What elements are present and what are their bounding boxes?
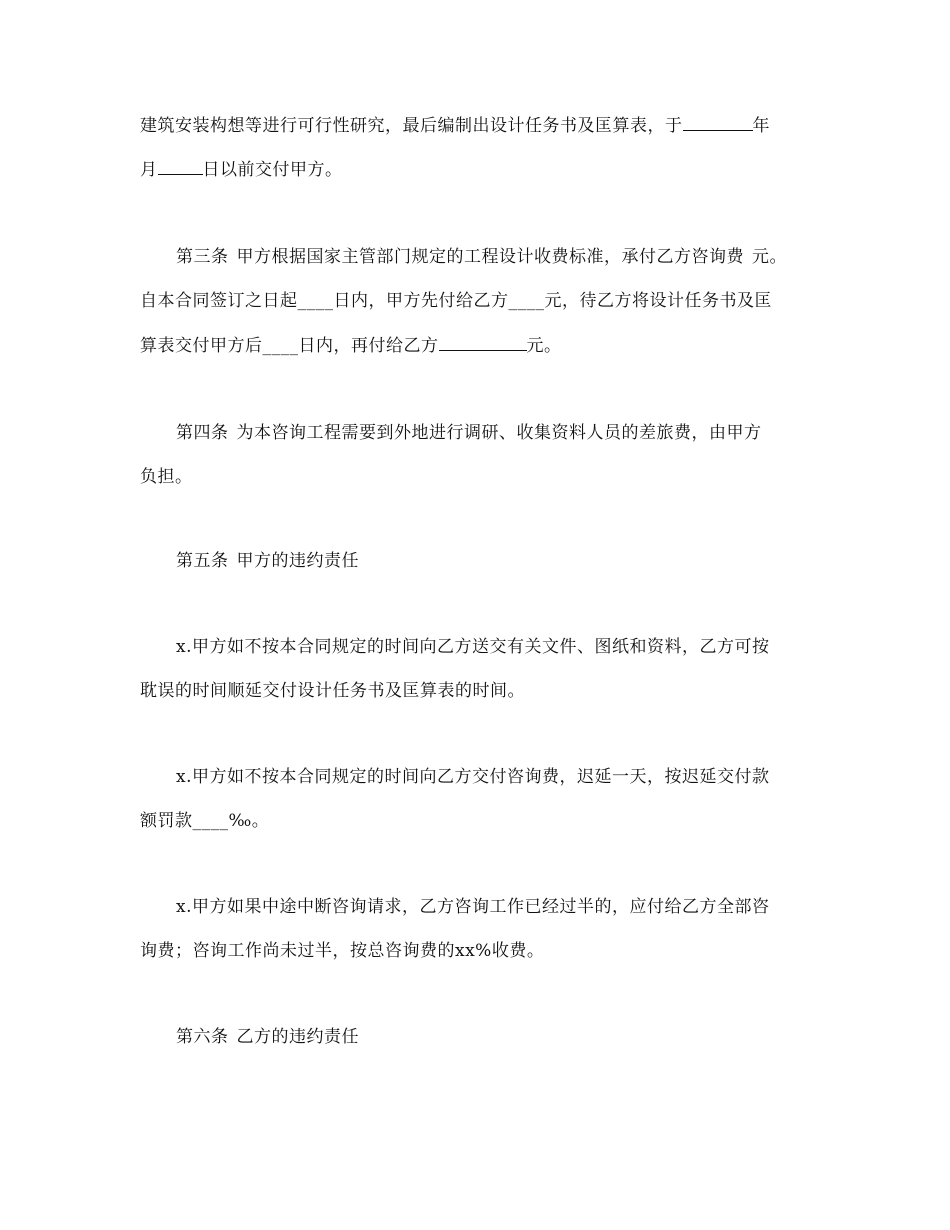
clause-5-1-line-1	[176, 636, 770, 658]
blank: ____	[508, 291, 545, 311]
text: x.甲方如果中途中断咨询请求，乙方咨询工作已经过半的，应付给乙方全部咨	[176, 897, 770, 917]
blank: ____	[262, 336, 299, 356]
text: 年	[752, 116, 770, 136]
paragraph-1-line-2	[140, 158, 343, 181]
text: 负担。	[140, 467, 193, 487]
text: 元。	[752, 247, 787, 267]
article-3-line-3	[140, 334, 562, 357]
text: 耽误的时间顺延交付设计任务书及匡算表的时间。	[140, 681, 525, 701]
text: 日内，甲方先付给乙方	[333, 291, 509, 311]
text: 询费；咨询工作尚未过半，按总咨询费的xx%收费。	[140, 941, 545, 961]
article-number: 第六条	[176, 1027, 229, 1047]
article-3-line-2	[140, 290, 772, 312]
paragraph-1-line-1	[140, 114, 770, 137]
text: 日以前交付甲方。	[202, 160, 343, 180]
text: 元，待乙方将设计任务书及匡	[544, 291, 772, 311]
text: 甲方根据国家主管部门规定的工程设计收费标准，承付乙方咨询费	[236, 247, 744, 267]
text: 算表交付甲方后	[140, 336, 263, 356]
article-number: 第五条	[176, 551, 229, 571]
clause-5-2-line-1	[176, 766, 770, 788]
text: 元。	[526, 336, 562, 356]
clause-5-3-line-2	[140, 940, 544, 962]
article-4-line-1	[176, 422, 762, 444]
clause-5-3-line-1	[176, 896, 770, 918]
article-3-line-1	[176, 246, 787, 268]
text: 自本合同签订之日起	[140, 291, 298, 311]
text: 为本咨询工程需要到外地进行调研、收集资料人员的差旅费，由甲方	[236, 423, 762, 443]
blank-amount	[439, 334, 527, 351]
blank: ____	[297, 291, 334, 311]
clause-5-1-line-2	[140, 680, 525, 702]
article-5-heading	[176, 550, 359, 572]
text: 建筑安装构想等进行可行性研究，最后编制出设计任务书及匡算表，于	[140, 116, 683, 136]
article-6-heading	[176, 1026, 359, 1048]
text: ‰。	[228, 811, 270, 831]
text: x.甲方如不按本合同规定的时间向乙方送交有关文件、图纸和资料，乙方可按	[176, 637, 770, 657]
text: 月	[140, 160, 158, 180]
text: 日内，再付给乙方	[298, 336, 439, 356]
text: x.甲方如不按本合同规定的时间向乙方交付咨询费，迟延一天，按迟延交付款	[176, 767, 770, 787]
text: 额罚款	[140, 811, 193, 831]
blank-year	[683, 114, 753, 131]
blank: ____	[192, 811, 229, 831]
clause-5-2-line-2	[140, 810, 269, 832]
article-number: 第四条	[176, 423, 229, 443]
article-4-line-2	[140, 466, 193, 488]
text: 乙方的违约责任	[236, 1027, 359, 1047]
article-number: 第三条	[176, 247, 229, 267]
blank-month	[158, 158, 203, 175]
text: 甲方的违约责任	[236, 551, 359, 571]
